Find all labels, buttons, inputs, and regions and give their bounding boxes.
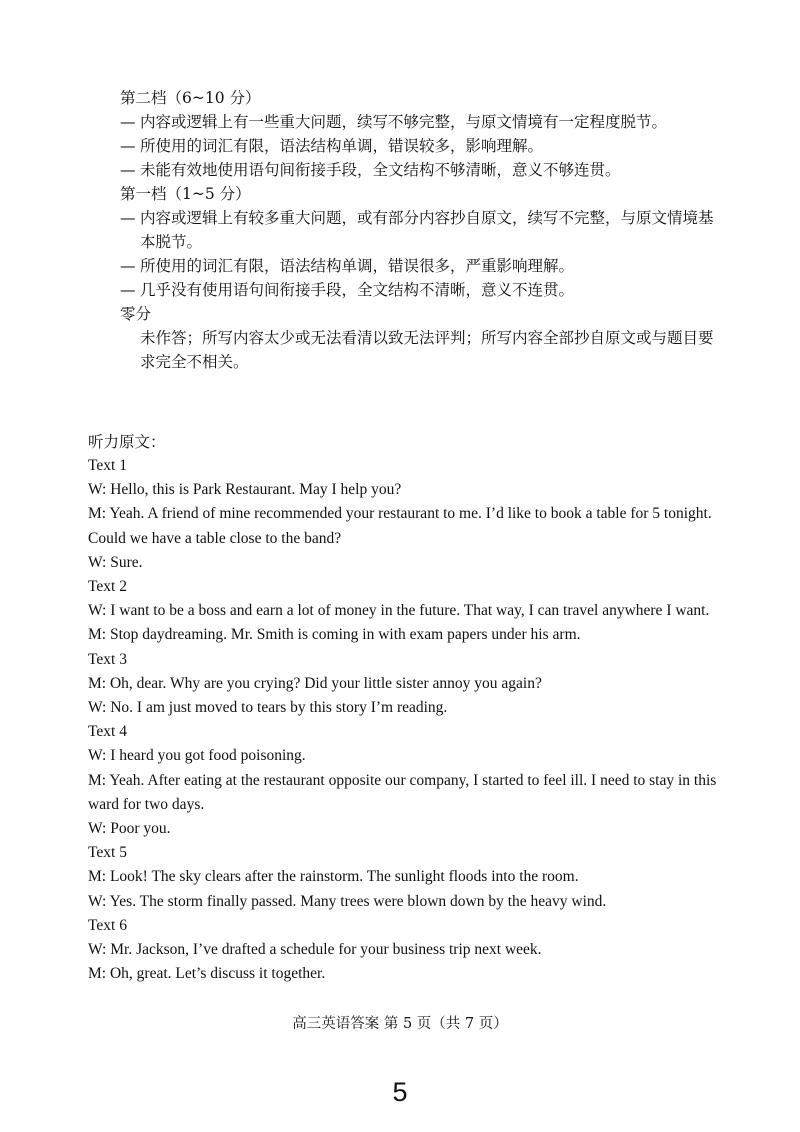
transcript-line: M: Yeah. After eating at the restaurant opposite our company, I started to feel ill. I need to stay in this ward for two days. bbox=[88, 771, 717, 813]
zero-body: 未作答；所写内容太少或无法看清以致无法评判；所写内容全部抄自原文或与题目要求完全不相关。 bbox=[140, 329, 714, 371]
transcript-lines bbox=[88, 454, 728, 986]
bullet-dash: — bbox=[120, 137, 136, 155]
transcript-line: W: Mr. Jackson, I’ve drafted a schedule for your business trip next week. bbox=[88, 941, 542, 959]
grade2-item: — 所使用的词汇有限，语法结构单调，错误较多，影响理解。 bbox=[88, 134, 728, 158]
bullet-dash: — bbox=[120, 113, 136, 131]
transcript-section-label: Text 3 bbox=[88, 650, 127, 668]
transcript-line: W: I want to be a boss and earn a lot of money in the future. That way, I can travel anywhere I want. bbox=[88, 602, 710, 620]
page-footer: 高三英语答案 第 5 页（共 7 页） bbox=[292, 1016, 508, 1032]
listening-transcript bbox=[88, 430, 728, 986]
transcript-line: W: No. I am just moved to tears by this story I’m reading. bbox=[88, 699, 448, 717]
transcript-section-label: Text 5 bbox=[88, 844, 127, 862]
grade2-item: — 未能有效地使用语句间衔接手段，全文结构不够清晰，意义不够连贯。 bbox=[88, 158, 728, 182]
listening-heading: 听力原文： bbox=[88, 433, 166, 451]
grade2-item: — 内容或逻辑上有一些重大问题，续写不够完整，与原文情境有一定程度脱节。 bbox=[88, 110, 728, 134]
transcript-section-label: Text 4 bbox=[88, 723, 127, 741]
bullet-dash: — bbox=[120, 257, 136, 275]
transcript-line: M: Oh, great. Let’s discuss it together. bbox=[88, 965, 326, 983]
transcript-line: W: Poor you. bbox=[88, 820, 171, 838]
scoring-rubric bbox=[88, 86, 728, 374]
transcript-section-label: Text 6 bbox=[88, 916, 127, 934]
transcript-line: W: Sure. bbox=[88, 553, 143, 571]
grade1-title: 第一档（1~5 分） bbox=[120, 185, 251, 203]
grade1-item: — 几乎没有使用语句间衔接手段，全文结构不清晰，意义不连贯。 bbox=[88, 278, 728, 302]
transcript-line: M: Look! The sky clears after the rainstorm. The sunlight floods into the room. bbox=[88, 868, 579, 886]
transcript-line: W: Hello, this is Park Restaurant. May I help you? bbox=[88, 481, 402, 499]
grade1-item: — 内容或逻辑上有较多重大问题，或有部分内容抄自原文，续写不完整，与原文情境基本脱节。 bbox=[88, 206, 728, 254]
transcript-line: W: Yes. The storm finally passed. Many trees were blown down by the heavy wind. bbox=[88, 892, 607, 910]
transcript-section-label: Text 2 bbox=[88, 578, 127, 596]
transcript-section-label: Text 1 bbox=[88, 457, 127, 474]
bullet-dash: — bbox=[120, 281, 136, 299]
bullet-dash: — bbox=[120, 161, 136, 179]
grade1-item: — 所使用的词汇有限，语法结构单调，错误很多，严重影响理解。 bbox=[88, 254, 728, 278]
transcript-line: W: I heard you got food poisoning. bbox=[88, 747, 306, 765]
transcript-line: M: Oh, dear. Why are you crying? Did your little sister annoy you again? bbox=[88, 674, 542, 692]
transcript-line: M: Yeah. A friend of mine recommended your restaurant to me. I’d like to book a table for 5 tonight. Could we have a table close to the band? bbox=[88, 505, 712, 547]
grade2-title: 第二档（6~10 分） bbox=[120, 89, 261, 107]
transcript-line: M: Stop daydreaming. Mr. Smith is coming in with exam papers under his arm. bbox=[88, 626, 581, 644]
page-number: 5 bbox=[392, 1077, 408, 1107]
bullet-dash: — bbox=[120, 209, 136, 227]
zero-title: 零分 bbox=[120, 305, 152, 323]
